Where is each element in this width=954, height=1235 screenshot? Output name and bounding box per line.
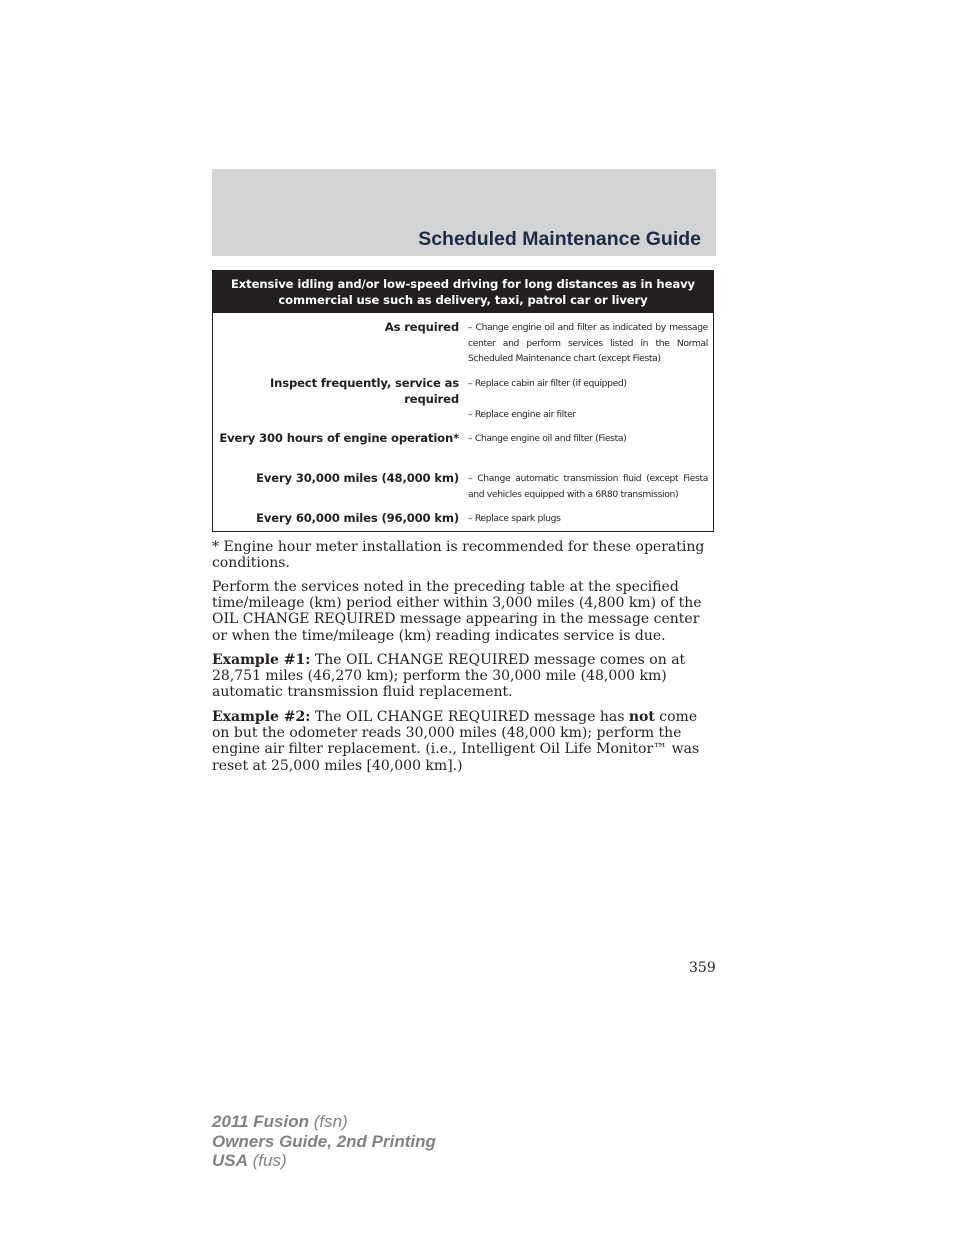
- section-title: Scheduled Maintenance Guide: [418, 228, 701, 250]
- footer-model-code: (fsn): [309, 1112, 348, 1131]
- row-label: As required: [384, 320, 459, 334]
- table-heading-line-1: Extensive idling and/or low-speed driving for long distances as in heavy: [230, 277, 695, 291]
- example-1-text: The OIL CHANGE REQUIRED message comes on at 28,751 miles (46,270 km); perform the 30,000 mile (48,000 km) automatic transmission fluid replacement.: [212, 652, 686, 701]
- footer-line-2: [212, 1132, 436, 1152]
- section-header-band: [212, 169, 716, 256]
- service-paragraph: Perform the services noted in the preceding table at the specified time/mileage (km) period either within 3,000 miles (4,800 km) of the OIL CHANGE REQUIRED message appearing in the message center or when the time/mileage (km) reading indicates service is due.: [212, 579, 702, 644]
- footer-line-1: [212, 1112, 436, 1132]
- footer-region: USA: [212, 1151, 248, 1170]
- example-2-label: Example #2:: [212, 709, 311, 725]
- row-label: Every 30,000 miles (48,000 km): [256, 471, 459, 485]
- row-item: – Change engine oil and filter as indicated by message center and perform services listed in the Normal Scheduled Maintenance chart (except Fiesta): [468, 322, 708, 364]
- example-2-text-before: The OIL CHANGE REQUIRED message has: [310, 709, 629, 725]
- footnote: * Engine hour meter installation is recommended for these operating conditions.: [212, 539, 705, 572]
- example-2-text-after: come on but the odometer reads 30,000 miles (48,000 km); perform the engine air filter replacement. (i.e., Intelligent Oil Life Monitor™ was reset at 25,000 miles [40,000 km].): [212, 709, 700, 774]
- table-heading: [213, 271, 713, 313]
- row-item: – Replace cabin air filter (if equipped): [468, 378, 627, 389]
- row-item: – Change automatic transmission fluid (except Fiesta and vehicles equipped with a 6R80 transmission): [468, 473, 708, 500]
- example-1-paragraph: [212, 652, 716, 701]
- row-item: – Change engine oil and filter (Fiesta): [468, 433, 627, 444]
- footer-model: 2011 Fusion: [212, 1112, 309, 1131]
- document-footer: [212, 1112, 436, 1171]
- footer-printing: Owners Guide, 2nd Printing: [212, 1131, 436, 1151]
- footer-line-3: [212, 1151, 436, 1171]
- row-label: Every 300 hours of engine operation*: [219, 431, 459, 445]
- row-label: Every 60,000 miles (96,000 km): [256, 511, 459, 525]
- row-item: – Replace engine air filter: [468, 408, 576, 420]
- page-number: 359: [689, 960, 716, 976]
- example-2-emphasis: not: [628, 709, 655, 725]
- example-2-paragraph: [212, 709, 716, 774]
- table-heading-line-2: commercial use such as delivery, taxi, patrol car or livery: [278, 293, 648, 307]
- footer-region-code: (fus): [247, 1151, 287, 1170]
- row-item: – Replace spark plugs: [468, 513, 561, 524]
- maintenance-table: [212, 270, 714, 532]
- row-label: Inspect frequently, service as required: [270, 376, 459, 406]
- example-1-label: Example #1:: [212, 652, 311, 668]
